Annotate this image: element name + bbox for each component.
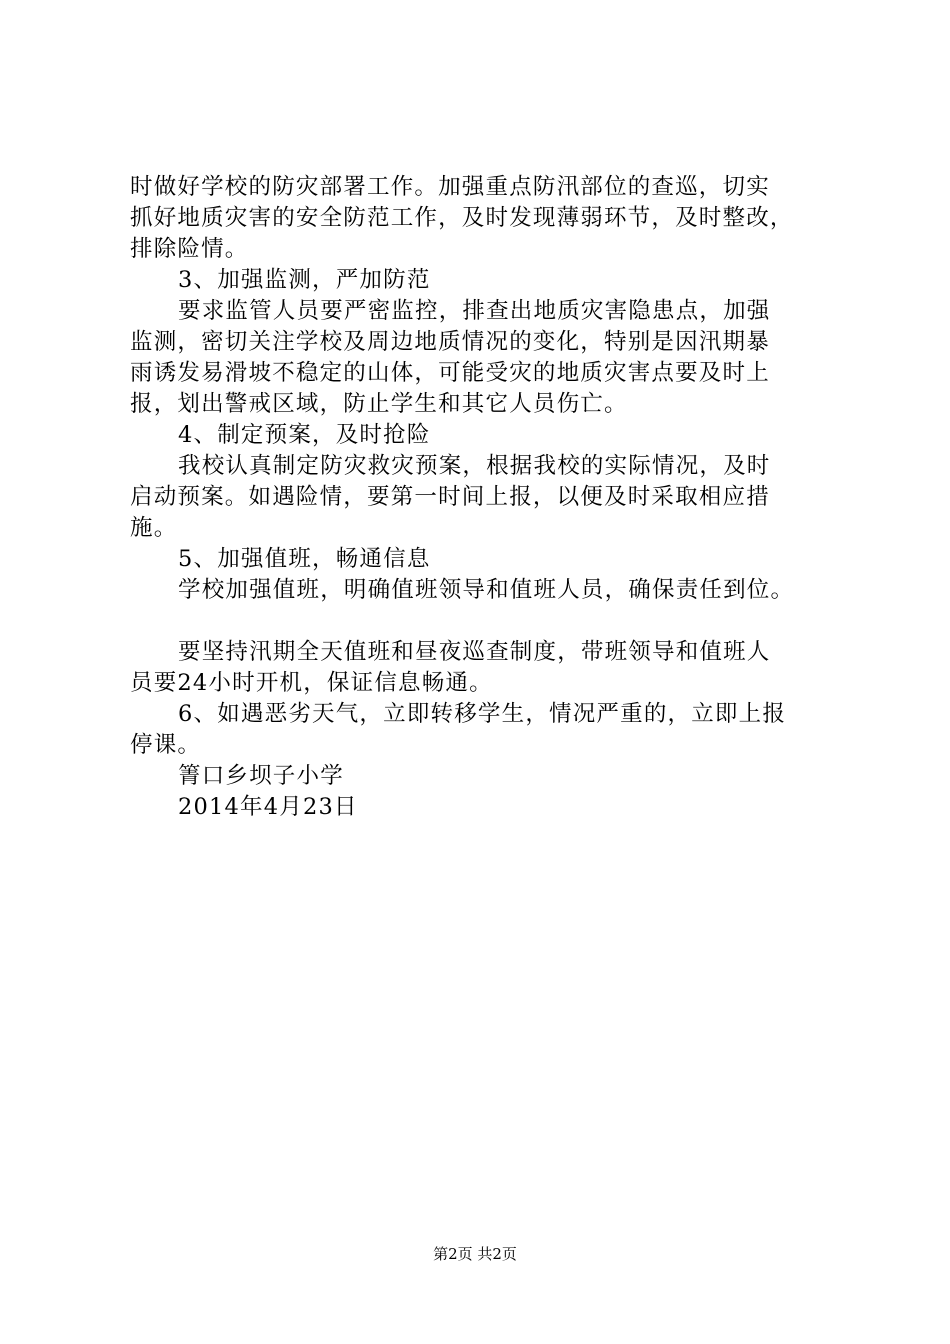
text-line: 我校认真制定防灾救灾预案，根据我校的实际情况，及时	[178, 453, 771, 479]
signature-school: 箐口乡坝子小学	[178, 763, 344, 789]
text-line: 员要24小时开机，保证信息畅通。	[130, 670, 493, 696]
document-body	[130, 172, 850, 823]
text-line: 学校加强值班，明确值班领导和值班人员，确保责任到位。	[178, 577, 795, 603]
text-line: 抓好地质灾害的安全防范工作，及时发现薄弱环节，及时整改，	[130, 205, 794, 231]
text-line: 时做好学校的防灾部署工作。加强重点防汛部位的查巡，切实	[130, 174, 770, 200]
section-heading-4: 4、制定预案，及时抢险	[178, 422, 431, 448]
text-line: 停课。	[130, 732, 202, 758]
section-heading-3: 3、加强监测，严加防范	[178, 267, 431, 293]
section-heading-6: 6、如遇恶劣天气，立即转移学生，情况严重的，立即上报	[178, 701, 787, 727]
text-line: 施。	[130, 515, 178, 541]
text-line: 雨诱发易滑坡不稳定的山体，可能受灾的地质灾害点要及时上	[130, 360, 770, 386]
text-line: 监测，密切关注学校及周边地质情况的变化，特别是因汛期暴	[130, 329, 770, 355]
text-line: 报，划出警戒区域，防止学生和其它人员伤亡。	[130, 391, 628, 417]
text-line: 启动预案。如遇险情，要第一时间上报，以便及时采取相应措	[130, 484, 770, 510]
blank-line	[130, 606, 850, 637]
page-number-footer: 第2页 共2页	[433, 1245, 517, 1263]
text-line: 排除险情。	[130, 236, 249, 262]
section-heading-5: 5、加强值班，畅通信息	[178, 546, 431, 572]
text-line: 要求监管人员要严密监控，排查出地质灾害隐患点，加强	[178, 298, 771, 324]
text-line: 要坚持汛期全天值班和昼夜巡查制度，带班领导和值班人	[178, 639, 771, 665]
signature-date: 2014年4月23日	[178, 794, 358, 820]
